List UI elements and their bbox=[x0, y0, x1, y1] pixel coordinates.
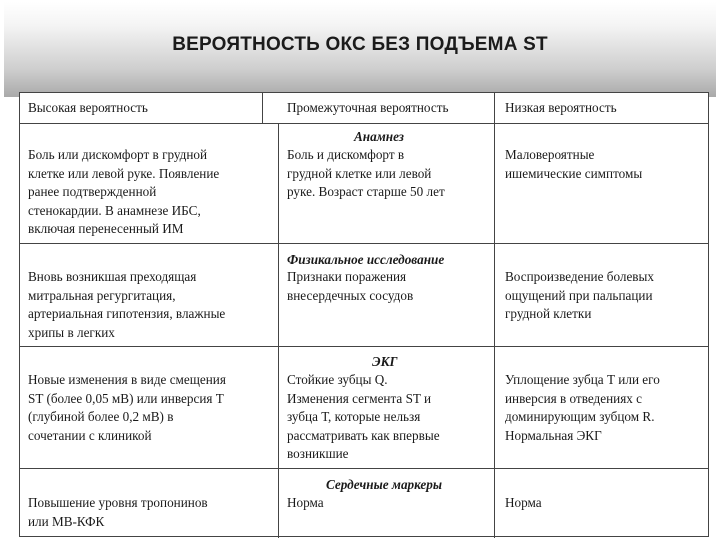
ecg-low: Уплощение зубца Т или его инверсия в отведениях с доминирующим зубцом R. Нормальная ЭКГ bbox=[505, 372, 660, 443]
ecg-high: Новые изменения в виде смещения ST (более 0,05 мВ) или инверсия Т (глубиной более 0,2 мВ) в сочетании с клиникой bbox=[28, 372, 226, 443]
physical-exam-high: Вновь возникшая преходящая митральная регургитация, артериальная гипотензия, влажные хрипы в легких bbox=[28, 269, 226, 340]
section-title-cardiac-markers: Сердечные маркеры bbox=[326, 477, 443, 492]
markers-low: Норма bbox=[505, 495, 542, 510]
anamnesis-high: Боль или дискомфорт в грудной клетке или левой руке. Появление ранее подтвержденной стенокардии. В анамнезе ИБС, включая перенесенный ИМ bbox=[28, 147, 220, 237]
anamnesis-mid: Боль и дискомфорт в грудной клетке или левой руке. Возраст старше 50 лет bbox=[287, 147, 445, 200]
physical-exam-low: Воспроизведение болевых ощущений при пальпации грудной клетки bbox=[505, 269, 654, 322]
probability-table bbox=[19, 92, 709, 537]
page-title: ВЕРОЯТНОСТЬ ОКС БЕЗ ПОДЪЕМА ST bbox=[172, 34, 548, 55]
header-divider bbox=[20, 123, 708, 124]
column-divider-header-2 bbox=[494, 93, 495, 123]
section-title-ecg: ЭКГ bbox=[372, 354, 398, 369]
header-high: Высокая вероятность bbox=[28, 100, 148, 115]
markers-high: Повышение уровня тропонинов или МВ-КФК bbox=[28, 495, 208, 529]
header-low: Низкая вероятность bbox=[505, 100, 617, 115]
section-title-anamnesis: Анамнез bbox=[354, 129, 404, 144]
row-divider-1 bbox=[20, 243, 708, 244]
anamnesis-low: Маловероятные ишемические симптомы bbox=[505, 147, 643, 181]
header-mid: Промежуточная вероятность bbox=[287, 100, 449, 115]
physical-exam-mid: Признаки поражения внесердечных сосудов bbox=[287, 269, 414, 303]
ecg-mid: Стойкие зубцы Q. Изменения сегмента ST и зубца Т, которые нельзя рассматривать как впервые возникшие bbox=[287, 372, 440, 462]
row-divider-3 bbox=[20, 468, 708, 469]
section-title-physical-exam: Физикальное исследование bbox=[287, 252, 445, 267]
column-divider-2 bbox=[494, 123, 495, 538]
column-divider-header-1 bbox=[262, 93, 263, 123]
markers-mid: Норма bbox=[287, 495, 324, 510]
row-divider-2 bbox=[20, 346, 708, 347]
column-divider-1 bbox=[278, 123, 279, 538]
